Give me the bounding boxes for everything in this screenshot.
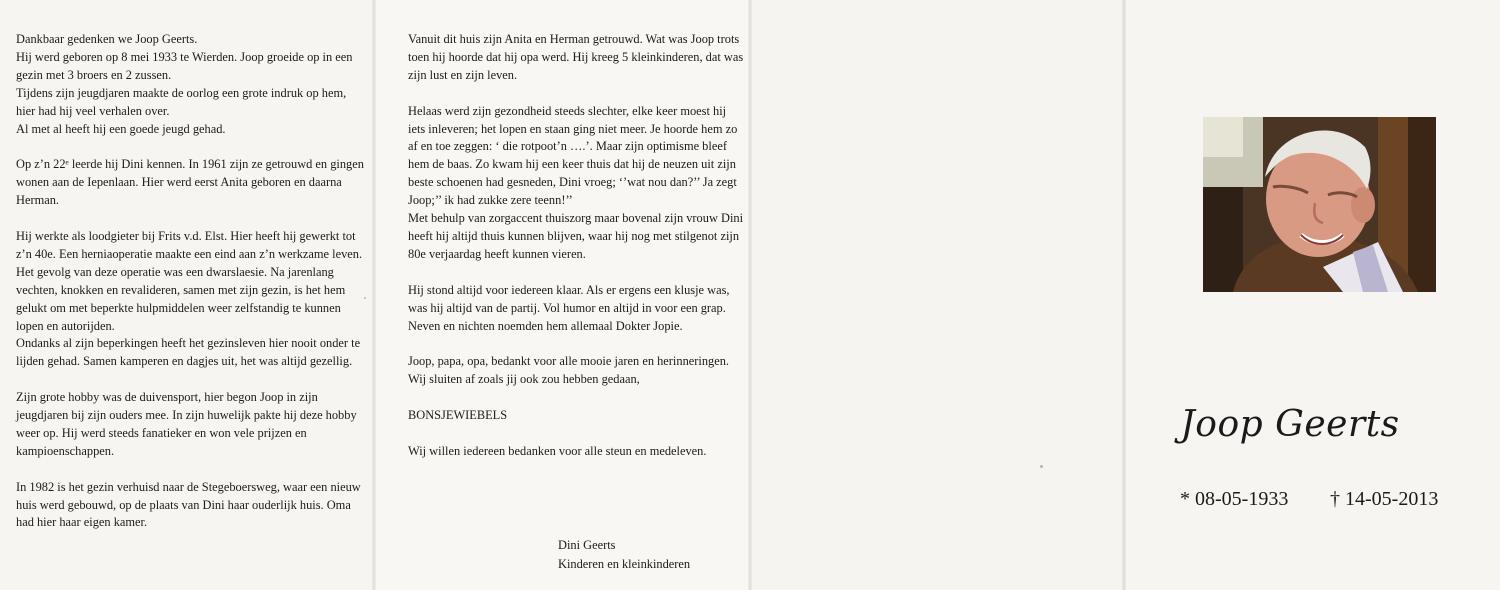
birth-date: * 08-05-1933 xyxy=(1180,488,1289,510)
death-date: † 14-05-2013 xyxy=(1330,488,1439,510)
left-panel-text: Dankbaar gedenken we Joop Geerts. Hij werd geboren op 8 mei 1933 te Wierden. Joop groeide op in een gezin met 3 broers en 2 zussen. Tijdens zijn jeugdjaren maakte de oorlog een grote indruk op hem, hier had hij veel verhalen over. Al met al heeft hij een goede jeugd gehad. Op z’n 22ᵉ leerde hij Dini kennen. In 1961 zijn ze getrouwd en gingen wonen aan de Iepenlaan. Hier werd eerst Anita geboren en daarna Herman. Hij werkte als loodgieter bij Frits v.d. Elst. Hier heeft hij gewerkt tot z’n 40e. Een herniaoperatie maakte een eind aan z’n werkzame leven. Het gevolg van deze operatie was een dwarslaesie. Na jarenlang vechten, knokken en revalideren, samen met zijn gezin, is het hem gelukt om met beperkte hulpmiddelen weer zelfstandig te kunnen lopen en autorijden. Ondanks al zijn beperkingen heeft het gezinsleven hier nooit onder te lijden gehad. Samen kamperen en dagjes uit, het was altijd gezellig. Zijn grote hobby was de duivensport, hier begon Joop in zijn jeugdjaren bij zijn ouders mee. In zijn huwelijk pakte hij deze hobby weer op. Hij werd steeds fanatieker en won vele prijzen en kampioenschappen. In 1982 is het gezin verhuisd naar de Stegeboersweg, waar een nieuw huis werd gebouwd, op de plaats van Dini haar ouderlijk huis. Oma had hier haar eigen kamer. xyxy=(16,32,364,530)
paper-speck xyxy=(1040,465,1043,468)
blank-panel xyxy=(750,0,1124,590)
paper-speck xyxy=(364,297,366,299)
fold-line xyxy=(1122,0,1126,590)
signature-name: Dini Geerts xyxy=(558,538,616,552)
fold-line xyxy=(748,0,752,590)
middle-panel-text: Vanuit dit huis zijn Anita en Herman getrouwd. Wat was Joop trots toen hij hoorde dat hij opa werd. Hij kreeg 5 kleinkinderen, dat was zijn lust en zijn leven. Helaas werd zijn gezondheid steeds slechter, elke keer moest hij iets inleveren; het lopen en staan ging niet meer. Je hoorde hem zo af en toe zeggen: ‘ die rotpoot’n ….’. Maar zijn optimisme bleef hem de baas. Zo kwam hij een keer thuis dat hij de neuzen uit zijn beste schoenen had gesneden, Dini vroeg; ‘’wat nou dan?’’ Ja zegt Joop;’’ ik had zukke zere teenn!’’ Met behulp van zorgaccent thuiszorg maar bovenal zijn vrouw Dini heeft hij altijd thuis kunnen blijven, waar hij nog met stilgenot zijn 80e verjaardag heeft kunnen vieren. Hij stond altijd voor iedereen klaar. Als er ergens een klusje was, was hij altijd van de partij. Vol humor en altijd in voor een grap. Neven en nichten noemden hem allemaal Dokter Jopie. Joop, papa, opa, bedankt voor alle mooie jaren en herinneringen. Wij sluiten af zoals jij ook zou hebben gedaan, BONSJEWIEBELS Wij willen iedereen bedanken voor alle steun en medeleven. xyxy=(408,32,744,458)
signature-family: Kinderen en kleinkinderen xyxy=(558,557,691,571)
portrait-photo xyxy=(1203,117,1436,292)
deceased-name: Joop Geerts xyxy=(1180,404,1400,445)
fold-line xyxy=(372,0,376,590)
